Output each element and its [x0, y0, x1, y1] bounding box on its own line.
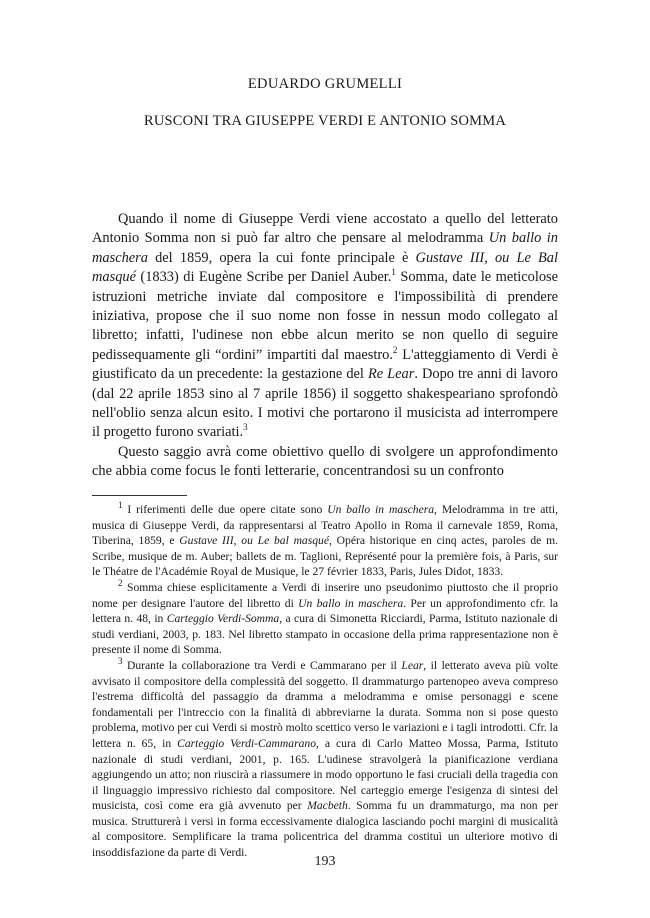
text-run: , a cura di Carlo Matteo Mossa, Parma, Istituto nazionale di studi verdiani, 2001, p. 165. L'udinese stravolgerà la pianificazione verdiana aggiungendo un atto; non riuscirà a riassumere in modo opportuno le fasi cruciali della tragedia con il linguaggio impressivo richiesto dal compositore. Nel carteggio emerge l'esigenza di sintesi del musicista, così come era già avvenuto per [92, 736, 559, 813]
text-run: Durante la collaborazione tra Verdi e Cammarano per il [122, 658, 402, 672]
text-run: . Dopo tre anni di lavoro (dal 22 aprile 1853 sino al 7 aprile 1856) il soggetto shakespeariano sprofondò nell'oblio senza alcun esito. I motivi che portarono il musicista ad interrompere il progetto furono svariati. [92, 366, 558, 441]
footnote [92, 580, 558, 658]
body-text [92, 210, 558, 482]
text-run: Questo saggio avrà come obiettivo quello di svolgere un approfondimento che abbia come focus le fonti letterarie, concentrandosi su un confronto [92, 443, 558, 480]
italic-text: Lear [401, 658, 424, 672]
italic-text: Macbeth [307, 799, 348, 813]
italic-text: Un ballo in maschera [92, 230, 558, 266]
text-run: . Per un approfondimento cfr. la lettera n. 48, in [92, 596, 559, 626]
text-run: Somma, date le meticolose istruzioni metriche inviate dal compositore e l'impossibilità di prendere iniziativa, propose che il suo nome non fosse in nessun modo collegato al libretto; infatti, l'udinese non ebbe alcun merito se non quello di seguire pedissequamente gli “ordini” impartiti dal maestro. [92, 269, 559, 363]
text-run: del 1859, opera la cui fonte principale è [147, 249, 416, 266]
text-run: (1833) di Eugène Scribe per Daniel Auber. [135, 269, 392, 286]
footnote-ref: 1 [391, 267, 396, 278]
italic-text: Un ballo in maschera [298, 596, 404, 610]
italic-text: Carteggio Verdi-Cammarano [177, 736, 316, 750]
text-run: . Somma fu un drammaturgo, ma non per musica. Strutturerà i versi in forma eccessivamente dialogica lasciando pochi margini di musicalità al compositore. Semplificare la trama policentrica del dramma costituì un ulteriore motivo di insoddisfazione da parte di Verdi. [92, 799, 558, 860]
italic-text: Carteggio Verdi-Somma [166, 612, 280, 626]
text-run: L'atteggiamento di Verdi è giustificato da un precedente: la gestazione del [92, 346, 558, 383]
footnote [92, 658, 558, 861]
footnote-ref: 2 [118, 578, 123, 589]
italic-text: Gustave III, ou Le Bal masqué [92, 249, 558, 286]
footnote-ref: 2 [392, 345, 398, 356]
footnote-divider [92, 495, 187, 496]
italic-text: Un ballo in maschera [327, 503, 435, 516]
text-run: Somma chiese esplicitamente a Verdi di inserire uno pseudonimo piuttosto che il proprio nome per designare l'autore del libretto di [92, 580, 558, 610]
footnote-ref: 1 [118, 500, 123, 511]
paragraph [92, 210, 558, 443]
paragraph [92, 443, 558, 482]
text-run: , a cura di Simonetta Ricciardi, Parma, Istituto nazionale di studi verdiani, 2003, p. 183. Nel libretto stampato in occasione della prima rappresentazione non è presente il nome di Somma. [92, 612, 558, 657]
article-title: RUSCONI TRA GIUSEPPE VERDI E ANTONIO SOMMA [143, 113, 507, 129]
italic-text: Re Lear [367, 366, 415, 383]
footnote-ref: 3 [118, 656, 123, 667]
page-number: 193 [314, 854, 336, 869]
italic-text: Gustave III, ou Le bal masqué [179, 534, 329, 548]
author-name: EDUARDO GRUMELLI [247, 76, 403, 92]
text-run: , il letterato aveva più volte avvisato il compositore della complessità del soggetto. Il drammaturgo partenopeo aveva compreso l'estrema difficoltà del passaggio da dramma a melodramma e omise personaggi e scene fondamentali per l'intreccio con la finalità di abbreviarne la durata. Somma non si pose questo problema, motivo per cui Verdi si mostrò molto scettico verso le variazioni e i tagli introdotti. Cfr. la lettera n. 65, in [92, 658, 559, 750]
text-run: , Melodramma in tre atti, musica di Giuseppe Verdi, da rappresentarsi al Teatro Apollo in Roma il carnevale 1859, Roma, Tiberina, 1859, e [92, 503, 558, 548]
footnotes [92, 502, 558, 861]
footnote-ref: 3 [243, 422, 248, 433]
text-run: , Opéra historique en cinq actes, paroles de m. Scribe, musique de m. Auber; ballets de m. Taglioni, Représenté pour la première fois, à Paris, sur le Théatre de l'Académie Royal de Musique, le 27 février 1833, Paris, Jules Didot, 1833. [92, 534, 558, 579]
text-run: Quando il nome di Giuseppe Verdi viene accostato a quello del letterato Antonio Somma non si può far altro che pensare al melodramma [92, 211, 558, 247]
text-run: I riferimenti delle due opere citate sono [122, 503, 328, 516]
footnote [92, 502, 558, 580]
